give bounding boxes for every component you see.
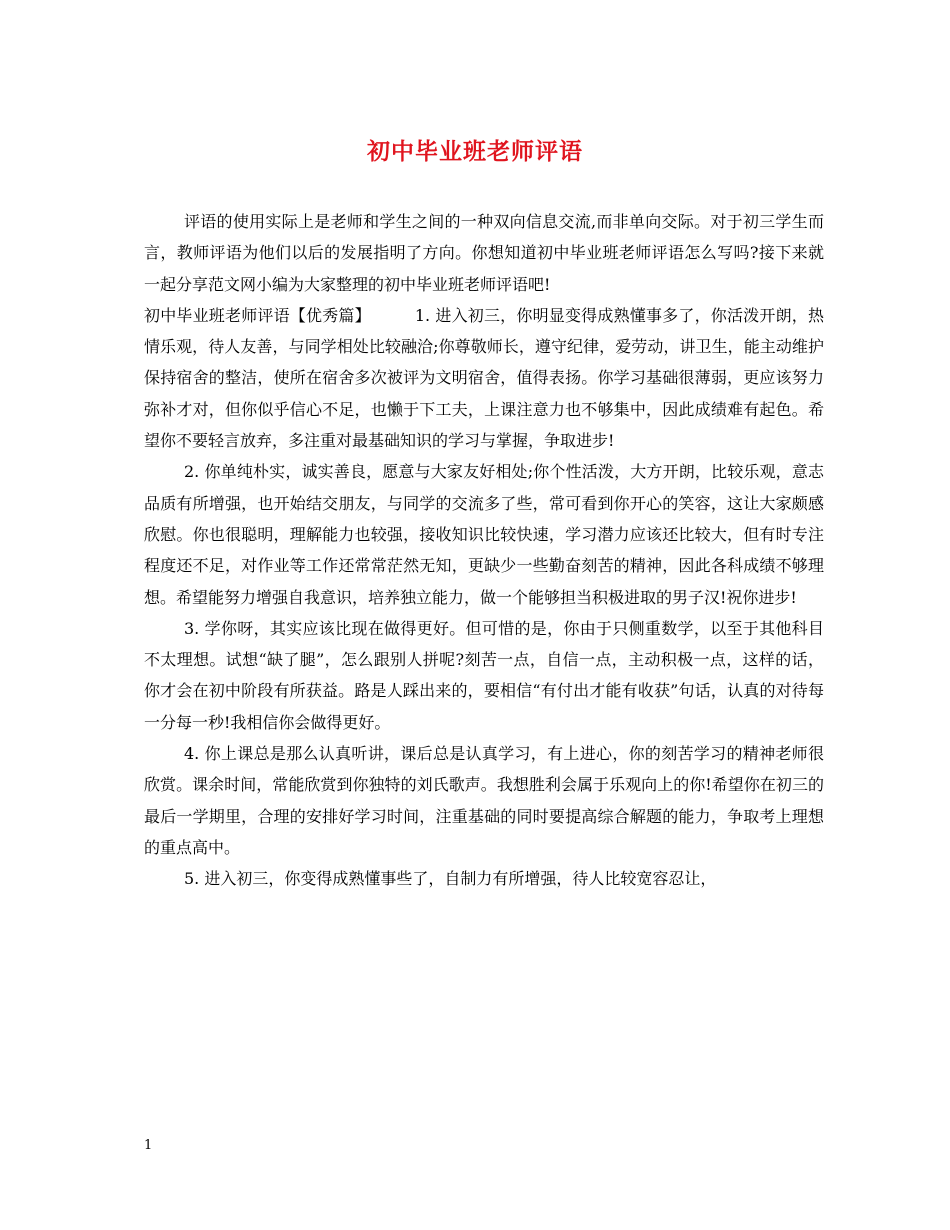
- section-paragraph: [144, 300, 824, 456]
- comment-item-2: 2. 你单纯朴实，诚实善良，愿意与大家友好相处;你个性活泼，大方开朗，比较乐观，意志品质有所增强，也开始结交朋友，与同学的交流多了些，常可看到你开心的笑容，这让大家颇感欣慰。你也很聪明，理解能力也较强，接收知识比较快速，学习潜力应该还比较大，但有时专注程度还不足，对作业等工作还常常茫然无知，更缺少一些勤奋刻苦的精神，因此各科成绩不够理想。希望能努力增强自我意识，培养独立能力，做一个能够担当积极进取的男子汉!祝你进步!: [144, 462, 824, 607]
- comment-item-3: 3. 学你呀，其实应该比现在做得更好。但可惜的是，你由于只侧重数学，以至于其他科目不太理想。试想“缺了腿”，怎么跟别人拼呢?刻苦一点，自信一点，主动积极一点，这样的话，你才会在初中阶段有所获益。路是人踩出来的，要相信“有付出才能有收获”句话，认真的对待每一分每一秒!我相信你会做得更好。: [144, 618, 824, 732]
- intro-paragraph: 评语的使用实际上是老师和学生之间的一种双向信息交流,而非单向交际。对于初三学生而言，教师评语为他们以后的发展指明了方向。你想知道初中毕业班老师评语怎么写吗?接下来就一起分享范文网小编为大家整理的初中毕业班老师评语吧!: [144, 212, 824, 294]
- comment-item-1: 1. 进入初三，你明显变得成熟懂事多了，你活泼开朗，热情乐观，待人友善，与同学相处比较融洽;你尊敬师长，遵守纪律，爱劳动，讲卫生，能主动维护保持宿舍的整洁，使所在宿舍多次被评为文明宿舍，值得表扬。你学习基础很薄弱，更应该努力弥补才对，但你似乎信心不足，也懒于下工夫，上课注意力也不够集中，因此成绩难有起色。希望你不要轻言放弃，多注重对最基础知识的学习与掌握，争取进步!: [144, 305, 824, 451]
- section-heading: 初中毕业班老师评语【优秀篇】: [144, 305, 371, 325]
- document-body: [144, 206, 824, 895]
- page-number: 1: [144, 1138, 153, 1153]
- comment-item-5: 5. 进入初三，你变得成熟懂事些了，自制力有所增强，待人比较宽容忍让，: [184, 869, 717, 889]
- comment-item-4: 4. 你上课总是那么认真听讲，课后总是认真学习，有上进心，你的刻苦学习的精神老师很欣赏。课余时间，常能欣赏到你独特的刘氏歌声。我想胜利会属于乐观向上的你!希望你在初三的最后一学期里，合理的安排好学习时间，注重基础的同时要提高综合解题的能力，争取考上理想的重点高中。: [144, 744, 824, 857]
- page-title: 初中毕业班老师评语: [367, 138, 583, 165]
